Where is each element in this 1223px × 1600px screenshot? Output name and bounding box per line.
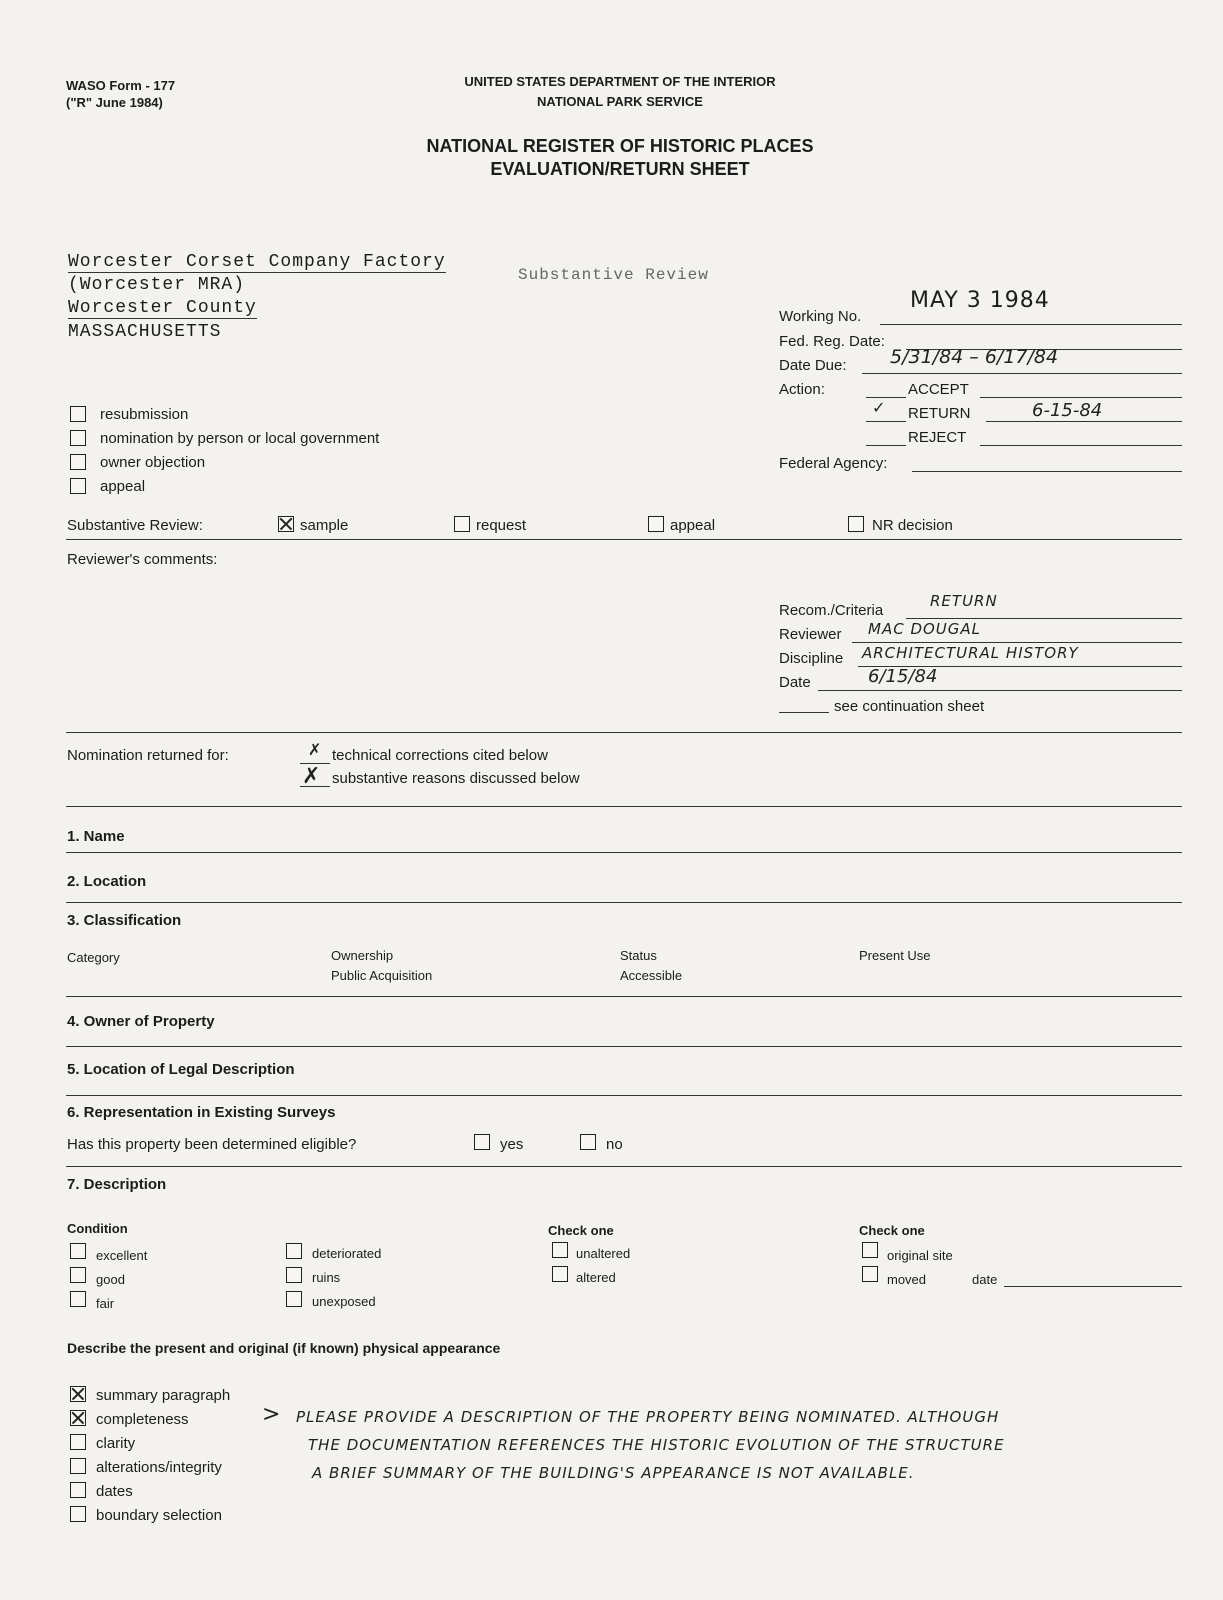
section-legal-description: 5. Location of Legal Description [67,1061,295,1078]
review-date-value: 6/15/84 [868,666,938,687]
resubmission-checkbox[interactable] [70,406,86,422]
ruins-label: ruins [312,1270,341,1285]
good-label: good [96,1272,125,1287]
request-label: request [476,517,527,534]
excellent-checkbox[interactable] [70,1243,86,1259]
page-title-line1: NATIONAL REGISTER OF HISTORIC PLACES [426,136,814,156]
completeness-label: completeness [96,1411,189,1428]
eligible-yes-label: yes [500,1136,524,1153]
reviewer-value: MAC DOUGAL [868,620,982,638]
unexposed-checkbox[interactable] [286,1291,302,1307]
section-surveys: 6. Representation in Existing Surveys [67,1104,336,1121]
dates-checkbox[interactable] [70,1482,86,1498]
working-no-stamp: MAY 3 1984 [910,288,1050,313]
reviewer-comment-line1: PLEASE PROVIDE A DESCRIPTION OF THE PROPERTY BEING NOMINATED. ALTHOUGH [296,1408,1000,1426]
section-owner: 4. Owner of Property [67,1013,215,1030]
substantive-mark: ✗ [302,764,321,789]
section-description: 7. Description [67,1176,167,1193]
summary-paragraph-label: summary paragraph [96,1387,231,1404]
present-use-label: Present Use [859,948,931,963]
reviewer-comments-label: Reviewer's comments: [67,551,218,568]
reject-option: REJECT [908,429,967,446]
working-no-label: Working No. [779,308,862,325]
unaltered-checkbox[interactable] [552,1242,568,1258]
property-name: Worcester Corset Company Factory [68,252,446,272]
technical-corrections-label: technical corrections cited below [332,747,548,764]
original-site-label: original site [887,1248,953,1263]
owner-objection-checkbox[interactable] [70,454,86,470]
divider [66,996,1182,997]
divider [66,732,1182,733]
alterations-checkbox[interactable] [70,1458,86,1474]
substantive-review-label: Substantive Review: [67,517,203,534]
eligible-question: Has this property been determined eligible? [67,1136,357,1153]
deteriorated-checkbox[interactable] [286,1243,302,1259]
discipline-value: ARCHITECTURAL HISTORY [862,644,1079,662]
good-checkbox[interactable] [70,1267,86,1283]
category-label: Category [67,950,120,965]
appeal-checkbox[interactable] [70,478,86,494]
form-revision: ("R" June 1984) [66,95,163,110]
property-state: MASSACHUSETTS [68,322,222,342]
action-label: Action: [779,381,825,398]
divider [66,806,1182,807]
fair-checkbox[interactable] [70,1291,86,1307]
federal-agency-label: Federal Agency: [779,455,888,472]
moved-label: moved [887,1272,927,1287]
public-acquisition-label: Public Acquisition [331,968,433,983]
department-name: UNITED STATES DEPARTMENT OF THE INTERIOR [464,74,776,89]
substantive-reasons-label: substantive reasons discussed below [332,770,580,787]
boundary-checkbox[interactable] [70,1506,86,1522]
section-classification: 3. Classification [67,912,182,929]
status-label: Status [620,948,657,963]
eligible-no-checkbox[interactable] [580,1134,596,1150]
arrow-icon: > [262,1402,281,1427]
accessible-label: Accessible [620,968,683,983]
property-mra: (Worcester MRA) [68,275,246,295]
moved-date-label: date [972,1272,998,1287]
return-date-value: 6-15-84 [1032,400,1103,421]
service-name: NATIONAL PARK SERVICE [537,94,703,109]
return-check-mark: ✓ [872,398,886,417]
divider [66,539,1182,540]
divider [66,1095,1182,1096]
date-label: Date [779,674,811,691]
reviewer-comment-line2: THE DOCUMENTATION REFERENCES THE HISTORIC EVOLUTION OF THE STRUCTURE [308,1436,1005,1454]
clarity-checkbox[interactable] [70,1434,86,1450]
divider [66,1166,1182,1167]
returned-for-label: Nomination returned for: [67,747,229,764]
divider [66,1046,1182,1047]
request-checkbox[interactable] [454,516,470,532]
discipline-label: Discipline [779,650,844,667]
fed-reg-date-label: Fed. Reg. Date: [779,333,885,350]
by-person-label: nomination by person or local government [100,430,380,447]
excellent-label: excellent [96,1248,148,1263]
nr-decision-checkbox[interactable] [848,516,864,532]
recom-criteria-value: RETURN [930,592,998,610]
appeal-review-checkbox[interactable] [648,516,664,532]
property-county: Worcester County [68,298,257,318]
reviewer-comment-line3: A BRIEF SUMMARY OF THE BUILDING'S APPEARANCE IS NOT AVAILABLE. [312,1464,915,1482]
describe-appearance-label: Describe the present and original (if known) physical appearance [67,1340,501,1356]
ownership-label: Ownership [331,948,394,963]
unexposed-label: unexposed [312,1294,376,1309]
owner-objection-label: owner objection [100,454,206,471]
section-location: 2. Location [67,873,147,890]
sample-checkbox[interactable] [278,516,294,532]
alterations-label: alterations/integrity [96,1459,222,1476]
check-one-label: Check one [859,1223,925,1238]
fair-label: fair [96,1296,115,1311]
unaltered-label: unaltered [576,1246,631,1261]
page-title-line2: EVALUATION/RETURN SHEET [490,159,750,179]
altered-checkbox[interactable] [552,1266,568,1282]
resubmission-label: resubmission [100,406,189,423]
appeal-label: appeal [100,478,146,495]
reviewer-label: Reviewer [779,626,842,643]
divider [66,852,1182,853]
eligible-yes-checkbox[interactable] [474,1134,490,1150]
deteriorated-label: deteriorated [312,1246,382,1261]
altered-label: altered [576,1270,616,1285]
moved-checkbox[interactable] [862,1266,878,1282]
continuation-sheet-label: see continuation sheet [834,698,985,715]
recom-criteria-label: Recom./Criteria [779,602,884,619]
sample-label: sample [300,517,349,534]
date-due-value: 5/31/84 – 6/17/84 [890,346,1059,368]
completeness-checkbox[interactable] [70,1410,86,1426]
original-site-checkbox[interactable] [862,1242,878,1258]
accept-option: ACCEPT [908,381,969,398]
boundary-label: boundary selection [96,1507,222,1524]
appeal-review-label: appeal [670,517,716,534]
condition-label: Condition [67,1221,128,1236]
summary-paragraph-checkbox[interactable] [70,1386,86,1402]
by-person-checkbox[interactable] [70,430,86,446]
return-option: RETURN [908,405,971,422]
eligible-no-label: no [606,1136,623,1153]
section-name: 1. Name [67,828,125,845]
technical-mark: ✗ [308,740,322,759]
ruins-checkbox[interactable] [286,1267,302,1283]
clarity-label: clarity [96,1435,136,1452]
date-due-label: Date Due: [779,357,847,374]
check-one-label: Check one [548,1223,614,1238]
review-stamp: Substantive Review [518,266,709,284]
divider [66,902,1182,903]
form-id: WASO Form - 177 [66,78,176,93]
dates-label: dates [96,1483,133,1500]
nr-decision-label: NR decision [872,517,953,534]
